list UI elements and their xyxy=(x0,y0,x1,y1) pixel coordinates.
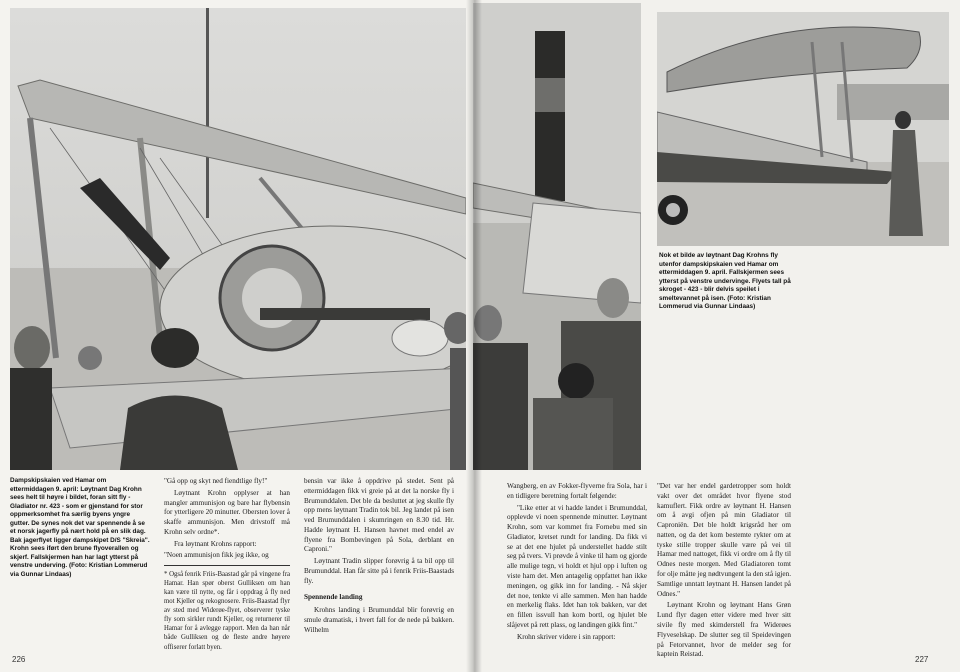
paragraph: Løytnant Krohn opplyser at han mangler ammunisjon og bare har flybensin for ytterligere 20 minutter. Obersten lover å skaffe ammunisjon. Men drivstoff må Krohn selv ordne*. xyxy=(164,488,290,536)
page-right xyxy=(473,0,960,672)
text-column-4 xyxy=(507,482,647,645)
paragraph: "Noen ammunisjon fikk jeg ikke, og xyxy=(164,551,269,560)
main-photo-right-half xyxy=(473,3,641,470)
paragraph: bensin var ikke å oppdrive på stedet. Sent på ettermiddagen fikk vi greie på at det la norske fly i Brumunddalen. Det ble da besluttet at jeg skulle fly opp mens løytnant Tradin tok bil. Jeg landet på isen ved Brumunddalen i skumringen en 8.30 tid. Hr. Hadde løytnant H. Hansen havnet med endel av flyene fra Bombevingen på Sola, derblant en Caproni." xyxy=(304,477,454,554)
paragraph: "Gå opp og skyt ned fiendtlige fly!" xyxy=(164,477,268,485)
footnote: * Også fenrik Friis-Baastad går på vingene fra Hamar. Han spør oberst Gulliksen om han kan være til nytte, og får i oppdrag å fly ned mot Kjeller og rekognosere. Friis-Baastad flyr av sted med Widerøe-flyet, observerer tyske fly som sirkler rundt Kjeller, og returnerer til Hamar for å avlegge rapport. Men da han når både Gulliksen og de fleste andre høyere offiserer forlatt byen. xyxy=(164,565,290,651)
text-column-2 xyxy=(164,477,290,652)
paragraph: Løytnant Krohn og løytnant Hans Grøn Lund flyr dagen etter videre med hver sitt sivile fly med skimderstell fra Widerøes Flyveselskap. De slutter seg til Speidevingen på Fetorvannet, hvor de melder seg for kaptein Reistad. xyxy=(657,601,791,659)
paragraph: Løytnant Tradin slipper forøvrig å ta bil opp til Brumunddal. Han får sitte på i fenrik Friis-Baastads fly. xyxy=(304,557,454,585)
paragraph: "Det var her endel gardetropper som holdt vakt over det området hvor flyene stod kamuflert. Fikk ordre av løytnant H. Hansen om å avgi ofjen på min Gladiator til Caproniën. Det ble holdt krigsråd her om natten, og da det kom bestemte rykter om at tyske stille tropper skulle være på vei til Hamar med nattoget, fikk vi ordre om å fly til Odnes neste morgen. Med Gladiatoren tomt for olje måtte jeg nødtvungent la den stå igjen. Samtlige unntatt løytnant H. Hansen landet på Odnes." xyxy=(657,482,791,598)
main-photo xyxy=(10,8,466,470)
page-number-left: 226 xyxy=(12,655,26,664)
page-number-right: 227 xyxy=(915,655,929,664)
paragraph: Krohn skriver videre i sin rapport: xyxy=(517,632,616,641)
main-photo-caption: Dampskipskaien ved Hamar om ettermiddagen 9. april: Løytnant Dag Krohn sees helt til høyre i bildet, foran sitt fly - Gladiator nr. 423 - som er gjenstand for stor oppmerksomhet fra særlig byens yngre gutter. De synes nok det var spennende å se et norsk jagerfly på nært hold på en slik dag. Bak jagerflyet ligger dampskipet D/S "Skreia". Krohn sees iført den brune flyoverallen og skjerf. Fallskjermen han har lagt ytterst på venstre underving. (Foto: Kristian Lommerud via Gunnar Lindaas) xyxy=(10,477,150,578)
text-column-3 xyxy=(304,477,454,638)
top-right-photo-caption: Nok et bilde av løytnant Dag Krohns fly utenfor dampskipskaien ved Hamar om ettermiddagen 9. april. Fallskjermen sees ytterst på venstre undervinge. Flyets tall på skroget - 423 - blir delvis speilet i smeltevannet på isen. (Foto: Kristian Lommerud via Gunnar Lindaas) xyxy=(659,252,791,311)
top-right-photo xyxy=(657,12,949,246)
paragraph: Krohns landing i Brumunddal blir forøvrig en smule dramatisk, i hvert fall for de nede på bakken. Wilhelm xyxy=(304,606,454,634)
text-column-5 xyxy=(657,482,791,662)
paragraph: Wangberg, en av Fokker-flyverne fra Sola, har i en tidligere beretning fortalt følgende: xyxy=(507,482,647,500)
page-left xyxy=(0,0,473,672)
paragraph: Fra løytnant Krohns rapport: xyxy=(174,539,257,548)
section-heading: Spennende landing xyxy=(304,592,363,601)
paragraph: "Like etter at vi hadde landet i Brumunddal, opplevde vi noen spennende minutter. Løytnant Krohn, som var kommet fra Fornebu med sin Gladiator, kretset rundt for landing. Da fikk vi se at det ene hjulet på understellet hadde stilt seg på tvers. Vi prøvde å vinke til ham og gjorde alle mulige tegn, vi holdt et hjul opp i luften og viste ham det. Men antagelig oppfattet han ikke meningen, og gikk inn for landing. - Nå skjer det noe, tenkte vi alle sammen. Men han hadde en merkelig flaks. Idet han tok bakken, var det en fillen issvull han kom bortl, og hjulet ble slåjevet på rett plass, og landingen gikk fint." xyxy=(507,503,647,629)
